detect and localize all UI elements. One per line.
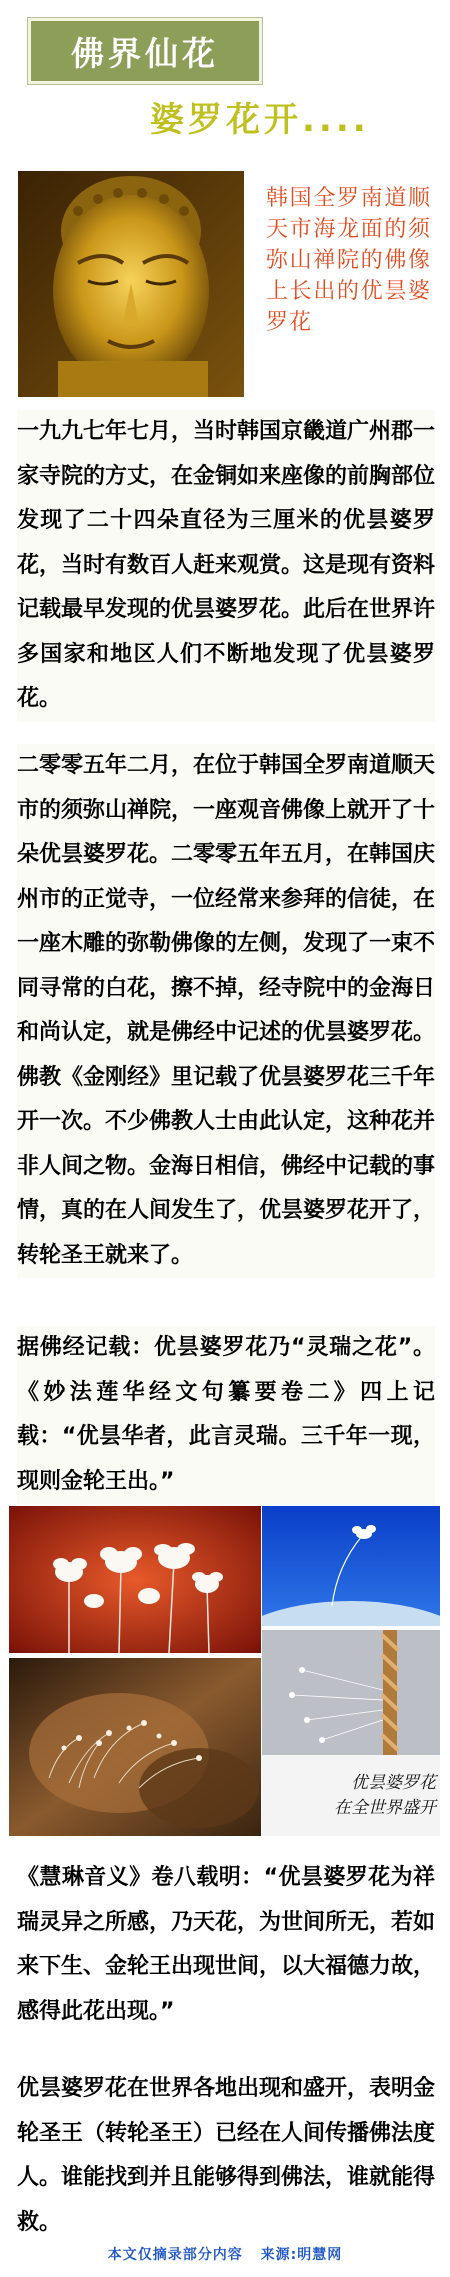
flower-photo-blue — [262, 1506, 440, 1626]
footer-note: 本文仅摘录部分内容 — [107, 2247, 243, 2263]
paragraph-4: 《慧琳音义》卷八载明：“优昙婆罗花为祥瑞灵异之所感，乃天花，为世间所无，若如来下生、金轮王出现世间，以大福德力故，感得此花出现。” — [17, 1865, 436, 2024]
paragraph-3: 据佛经记载：优昙婆罗花乃“灵瑞之花”。《妙法莲华经文句纂要卷二》四上记载：“优昙华者，此言灵瑞。三千年一现，现则金轮王出。” — [17, 1326, 435, 1504]
footer-source: 来源:明慧网 — [260, 2247, 343, 2263]
gallery-caption-line2: 在全世界盛开 — [334, 1798, 436, 1818]
paragraph-5: 优昙婆罗花在世界各地出现和盛开，表明金轮圣王（转轮圣王）已经在人间传播佛法度人。谁能找到并且能够得到佛法，谁就能得救。 — [17, 2076, 436, 2235]
intro-caption: 韩国全罗南道顺天市海龙面的须弥山禅院的佛像上长出的优昙婆罗花 — [266, 186, 431, 335]
page-title-tag: 佛界仙花 — [28, 18, 262, 84]
gallery-caption-line1: 优昙婆罗花 — [351, 1773, 436, 1793]
footer — [0, 2244, 450, 2264]
buddha-photo — [18, 171, 244, 397]
flower-photo-statue — [9, 1658, 261, 1836]
paragraph-2: 二零零五年二月，在位于韩国全罗南道顺天市的须弥山禅院，一座观音佛像上就开了十朵优昙婆罗花。二零零五年五月，在韩国庆州市的正觉寺，一位经常来参拜的信徒，在一座木雕的弥勒佛像的左侧，发现了一束不同寻常的白花，擦不掉，经寺院中的金海日和尚认定，就是佛经中记述的优昙婆罗花。佛教《金刚经》里记载了优昙婆罗花三千年开一次。不少佛教人士由此认定，这种花并非人间之物。金海日相信，佛经中记载的事情，真的在人间发生了，优昙婆罗花开了，转轮圣王就来了。 — [17, 744, 435, 1278]
page-subtitle: 婆罗花开.... — [150, 100, 370, 140]
flower-photo-red — [9, 1506, 261, 1653]
gallery-caption — [266, 1771, 436, 1821]
paragraph-1: 一九九七年七月，当时韩国京畿道广州郡一家寺院的方丈，在金铜如来座像的前胸部位发现了二十四朵直径为三厘米的优昙婆罗花，当时有数百人赶来观赏。这是现有资料记载最早发现的优昙婆罗花。此后在世界许多国家和地区人们不断地发现了优昙婆罗花。 — [17, 410, 435, 722]
